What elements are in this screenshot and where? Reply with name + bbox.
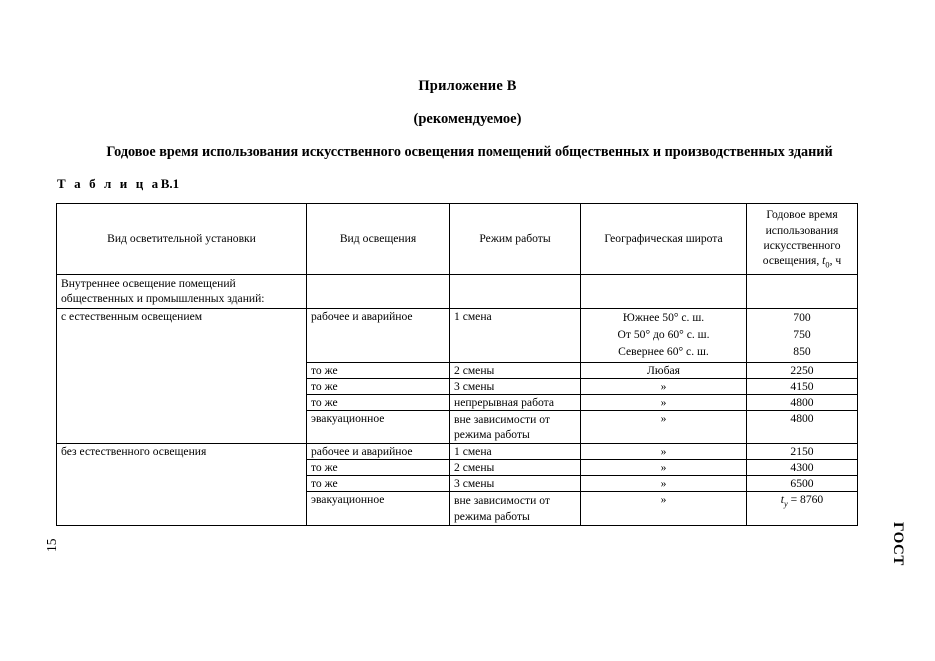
cell-latitude: » <box>581 444 747 460</box>
table-row <box>57 308 858 362</box>
cell-lighting-type: эвакуационное <box>307 492 450 526</box>
cell-latitude: » <box>581 410 747 444</box>
empty-cell-latitude <box>581 275 747 309</box>
empty-cell-mode <box>450 275 581 309</box>
page-title: Годовое время использования искусственного освещения помещений общественных и производственных зданий <box>106 144 833 160</box>
cell-operating-mode <box>450 492 581 526</box>
standard-mark: ГОСТ <box>890 522 906 566</box>
latitude-50-to-60: От 50° до 60° с. ш. <box>617 327 710 341</box>
annual-hours-south-50: 700 <box>793 310 811 324</box>
group-label-with-daylight: с естественным освещением <box>57 308 307 444</box>
cell-lighting-type: то же <box>307 362 450 378</box>
table-caption-number: В.1 <box>160 176 180 191</box>
cell-operating-mode: 3 смены <box>450 378 581 394</box>
cell-operating-mode <box>450 410 581 444</box>
latitude-south-50: Южнее 50° с. ш. <box>622 310 705 324</box>
cell-lighting-type: рабочее и аварийное <box>307 444 450 460</box>
section-header-cell <box>57 275 307 309</box>
lighting-hours-table <box>56 203 858 526</box>
cell-operating-mode: 1 смена <box>450 308 581 362</box>
table-header-row <box>57 204 858 275</box>
annual-time-line-3: искусственного <box>763 238 841 252</box>
group-label-without-daylight: без естественного освещения <box>57 444 307 526</box>
cell-annual-hours: 4800 <box>747 410 858 444</box>
formula-subscript: у <box>783 499 788 509</box>
cell-latitude: » <box>581 476 747 492</box>
formula-symbol: t <box>780 493 784 507</box>
operating-mode-line-2: режима работы <box>454 427 530 441</box>
latitude-north-60: Севернее 60° с. ш. <box>618 344 709 358</box>
cell-lighting-type: то же <box>307 460 450 476</box>
table-caption <box>57 176 179 192</box>
cell-annual-hours-group <box>747 308 858 362</box>
cell-annual-hours: 2150 <box>747 444 858 460</box>
cell-annual-hours: 2250 <box>747 362 858 378</box>
cell-lighting-type: то же <box>307 476 450 492</box>
empty-cell-value <box>747 275 858 309</box>
column-header-geographic-latitude: Географическая широта <box>581 204 747 275</box>
column-header-lighting-type: Вид освещения <box>307 204 450 275</box>
annual-time-subscript: 0 <box>825 260 830 270</box>
operating-mode-line-2: режима работы <box>454 509 530 523</box>
column-header-operating-mode: Режим работы <box>450 204 581 275</box>
formula-value: = 8760 <box>787 493 824 507</box>
cell-annual-hours: 4150 <box>747 378 858 394</box>
cell-lighting-type: то же <box>307 378 450 394</box>
cell-lighting-type: эвакуационное <box>307 410 450 444</box>
cell-annual-hours: 6500 <box>747 476 858 492</box>
cell-operating-mode: 1 смена <box>450 444 581 460</box>
annual-time-line-4: освещения, <box>762 254 823 268</box>
cell-annual-hours: 4300 <box>747 460 858 476</box>
appendix-subtitle: (рекомендуемое) <box>413 111 522 127</box>
annual-hours-50-to-60: 750 <box>793 327 811 341</box>
column-header-installation-type: Вид осветительной установки <box>57 204 307 275</box>
annual-time-line-1: Годовое время <box>766 208 838 222</box>
cell-latitude: » <box>581 394 747 410</box>
cell-latitude: » <box>581 460 747 476</box>
cell-latitude: Любая <box>581 362 747 378</box>
appendix-title: Приложение В <box>418 78 517 94</box>
annual-time-symbol: t <box>822 254 826 268</box>
cell-operating-mode: 3 смены <box>450 476 581 492</box>
cell-annual-hours-formula <box>747 492 858 526</box>
cell-latitude: » <box>581 492 747 526</box>
operating-mode-line-1: вне зависимости от <box>454 412 550 426</box>
cell-lighting-type: рабочее и аварийное <box>307 308 450 362</box>
cell-latitude: » <box>581 378 747 394</box>
column-header-annual-time <box>747 204 858 275</box>
cell-latitude-group <box>581 308 747 362</box>
annual-time-unit: , ч <box>829 254 842 268</box>
annual-hours-north-60: 850 <box>793 344 811 358</box>
empty-cell-lighting <box>307 275 450 309</box>
table-row <box>57 275 858 309</box>
cell-lighting-type: то же <box>307 394 450 410</box>
cell-annual-hours: 4800 <box>747 394 858 410</box>
section-header-line-1: Внутреннее освещение помещений <box>61 277 236 290</box>
cell-operating-mode: 2 смены <box>450 362 581 378</box>
page-number: 15 <box>44 538 59 552</box>
table-row <box>57 444 858 460</box>
table-caption-prefix: Т а б л и ц а <box>57 176 161 191</box>
operating-mode-line-1: вне зависимости от <box>454 494 550 508</box>
cell-operating-mode: 2 смены <box>450 460 581 476</box>
cell-operating-mode: непрерывная работа <box>450 394 581 410</box>
annual-time-line-2: использования <box>765 223 839 237</box>
section-header-line-2: общественных и промышленных зданий: <box>61 292 265 306</box>
